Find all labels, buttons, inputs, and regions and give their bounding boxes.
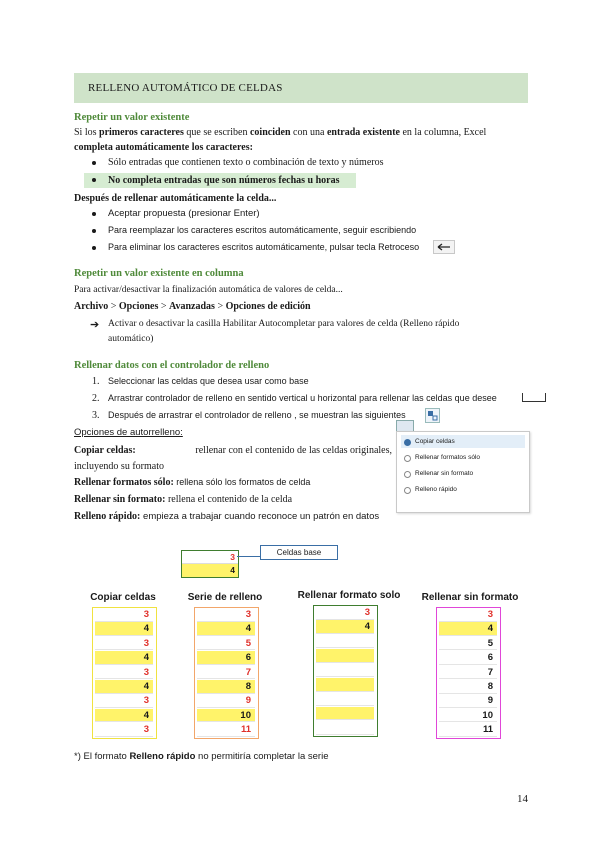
- menu-item-flash[interactable]: Relleno rápido: [415, 486, 457, 493]
- table-cell: [316, 707, 374, 721]
- table-title-copy: Copiar celdas: [90, 592, 156, 603]
- table-cell: 6: [439, 651, 497, 665]
- section2-heading: Repetir un valor existente en columna: [74, 268, 244, 279]
- list-item: Para eliminar los caracteres escritos automáticamente, pulsar tecla Retroceso: [108, 242, 420, 252]
- autofill-options-icon: [425, 408, 440, 423]
- table-cell: 4: [95, 680, 153, 694]
- table-cell: 4: [95, 709, 153, 723]
- table-cell: 9: [197, 694, 255, 708]
- arrow-right-icon: ➔: [90, 319, 100, 331]
- radio-selected-icon: [404, 439, 411, 446]
- section1-after: Después de rellenar automáticamente la celda...: [74, 193, 277, 204]
- table-no-format: [436, 607, 501, 739]
- base-cells: [181, 550, 239, 578]
- table-cell: 3: [316, 606, 374, 620]
- section1-paragraph: Si los primeros caracteres que se escriben coinciden con una entrada existente en la columna, Excel: [74, 127, 487, 138]
- table-cell: 7: [439, 666, 497, 680]
- options-heading: Opciones de autorrelleno:: [74, 427, 183, 438]
- table-cell: [316, 692, 374, 706]
- table-cell: 3: [95, 637, 153, 651]
- table-cell: 8: [439, 680, 497, 694]
- option-flash-fill: Relleno rápido: empieza a trabajar cuando reconoce un patrón en datos: [74, 511, 380, 522]
- base-cell: 4: [182, 564, 238, 577]
- callout-label: Celdas base: [260, 545, 338, 560]
- table-cell: [316, 678, 374, 692]
- table-cell: 7: [197, 666, 255, 680]
- option-copy-2: incluyendo su formato: [74, 461, 164, 472]
- table-copy: [92, 607, 157, 739]
- menu-item-no-format[interactable]: Rellenar sin formato: [415, 470, 474, 477]
- radio-icon: [404, 487, 411, 494]
- step-text: Seleccionar las celdas que desea usar como base: [108, 376, 309, 386]
- step-text: Arrastrar controlador de relleno en sentido vertical u horizontal para rellenar las celdas que desee: [108, 393, 497, 403]
- arrow-text: Activar o desactivar la casilla Habilitar Autocompletar para valores de celda (Relleno rápido: [108, 319, 460, 329]
- menu-item-formats[interactable]: Rellenar formatos sólo: [415, 454, 481, 461]
- table-cell: 10: [439, 709, 497, 723]
- bullet-dot: [92, 246, 96, 250]
- list-item: Sólo entradas que contienen texto o combinación de texto y números: [108, 157, 384, 168]
- table-series: [194, 607, 259, 739]
- table-cell: 11: [439, 723, 497, 737]
- table-cell: 4: [95, 622, 153, 636]
- step-number: 3.: [92, 410, 100, 421]
- table-cell: 3: [439, 608, 497, 622]
- table-cell: 4: [197, 622, 255, 636]
- option-formats: Rellenar formatos sólo: rellena sólo los formatos de celda: [74, 477, 311, 488]
- table-cell: 8: [197, 680, 255, 694]
- base-cell: 3: [182, 551, 238, 564]
- list-item: No completa entradas que son números fechas u horas: [108, 175, 340, 186]
- list-item: Aceptar propuesta (presionar Enter): [108, 208, 260, 219]
- table-cell: [316, 649, 374, 663]
- option-copy: Copiar celdas: rellenar con el contenido de las celdas originales,: [74, 445, 392, 456]
- bullet-dot: [92, 212, 96, 216]
- fill-handle-icon: [522, 393, 546, 402]
- list-item: Para reemplazar los caracteres escritos automáticamente, seguir escribiendo: [108, 225, 417, 235]
- menu-item-copy[interactable]: Copiar celdas: [401, 435, 525, 448]
- arrow-text-2: automático): [108, 334, 154, 344]
- table-format-only: [313, 605, 378, 737]
- table-cell: 4: [316, 620, 374, 634]
- table-cell: 5: [439, 637, 497, 651]
- bullet-dot: [92, 161, 96, 165]
- callout-line: [237, 556, 261, 557]
- table-cell: 3: [95, 666, 153, 680]
- table-title-no-format: Rellenar sin formato: [421, 592, 519, 603]
- table-cell: [316, 635, 374, 649]
- table-cell: 10: [197, 709, 255, 723]
- backspace-key-icon: [433, 240, 455, 254]
- table-cell: 11: [197, 723, 255, 737]
- table-cell: 9: [439, 694, 497, 708]
- step-number: 1.: [92, 376, 100, 387]
- table-title-series: Serie de relleno: [187, 592, 263, 603]
- page-number: 14: [517, 793, 528, 805]
- section2-paragraph: Para activar/desactivar la finalización automática de valores de celda...: [74, 285, 343, 295]
- step-text: Después de arrastrar el controlador de relleno , se muestran las siguientes: [108, 410, 406, 420]
- menu-path: Archivo > Opciones > Avanzadas > Opciones de edición: [74, 301, 311, 312]
- section1-paragraph-2: completa automáticamente los caracteres:: [74, 142, 253, 153]
- table-cell: 3: [197, 608, 255, 622]
- table-cell: 4: [95, 651, 153, 665]
- table-cell: 3: [95, 723, 153, 737]
- bullet-dot: [92, 229, 96, 233]
- radio-icon: [404, 455, 411, 462]
- page-title: RELLENO AUTOMÁTICO DE CELDAS: [88, 82, 283, 94]
- table-cell: [316, 664, 374, 678]
- step-number: 2.: [92, 393, 100, 404]
- radio-icon: [404, 471, 411, 478]
- table-cell: 3: [95, 694, 153, 708]
- table-cell: [316, 721, 374, 735]
- table-cell: 5: [197, 637, 255, 651]
- table-cell: 4: [439, 622, 497, 636]
- table-cell: 3: [95, 608, 153, 622]
- option-no-format: Rellenar sin formato: rellena el contenido de la celda: [74, 494, 293, 505]
- autofill-options-menu: [396, 431, 530, 513]
- section1-heading: Repetir un valor existente: [74, 112, 190, 123]
- bullet-dot: [92, 178, 96, 182]
- table-title-format-only: Rellenar formato solo: [297, 590, 401, 601]
- footnote: *) El formato Relleno rápido no permitiría completar la serie: [74, 751, 329, 762]
- section3-heading: Rellenar datos con el controlador de relleno: [74, 360, 270, 371]
- table-cell: 6: [197, 651, 255, 665]
